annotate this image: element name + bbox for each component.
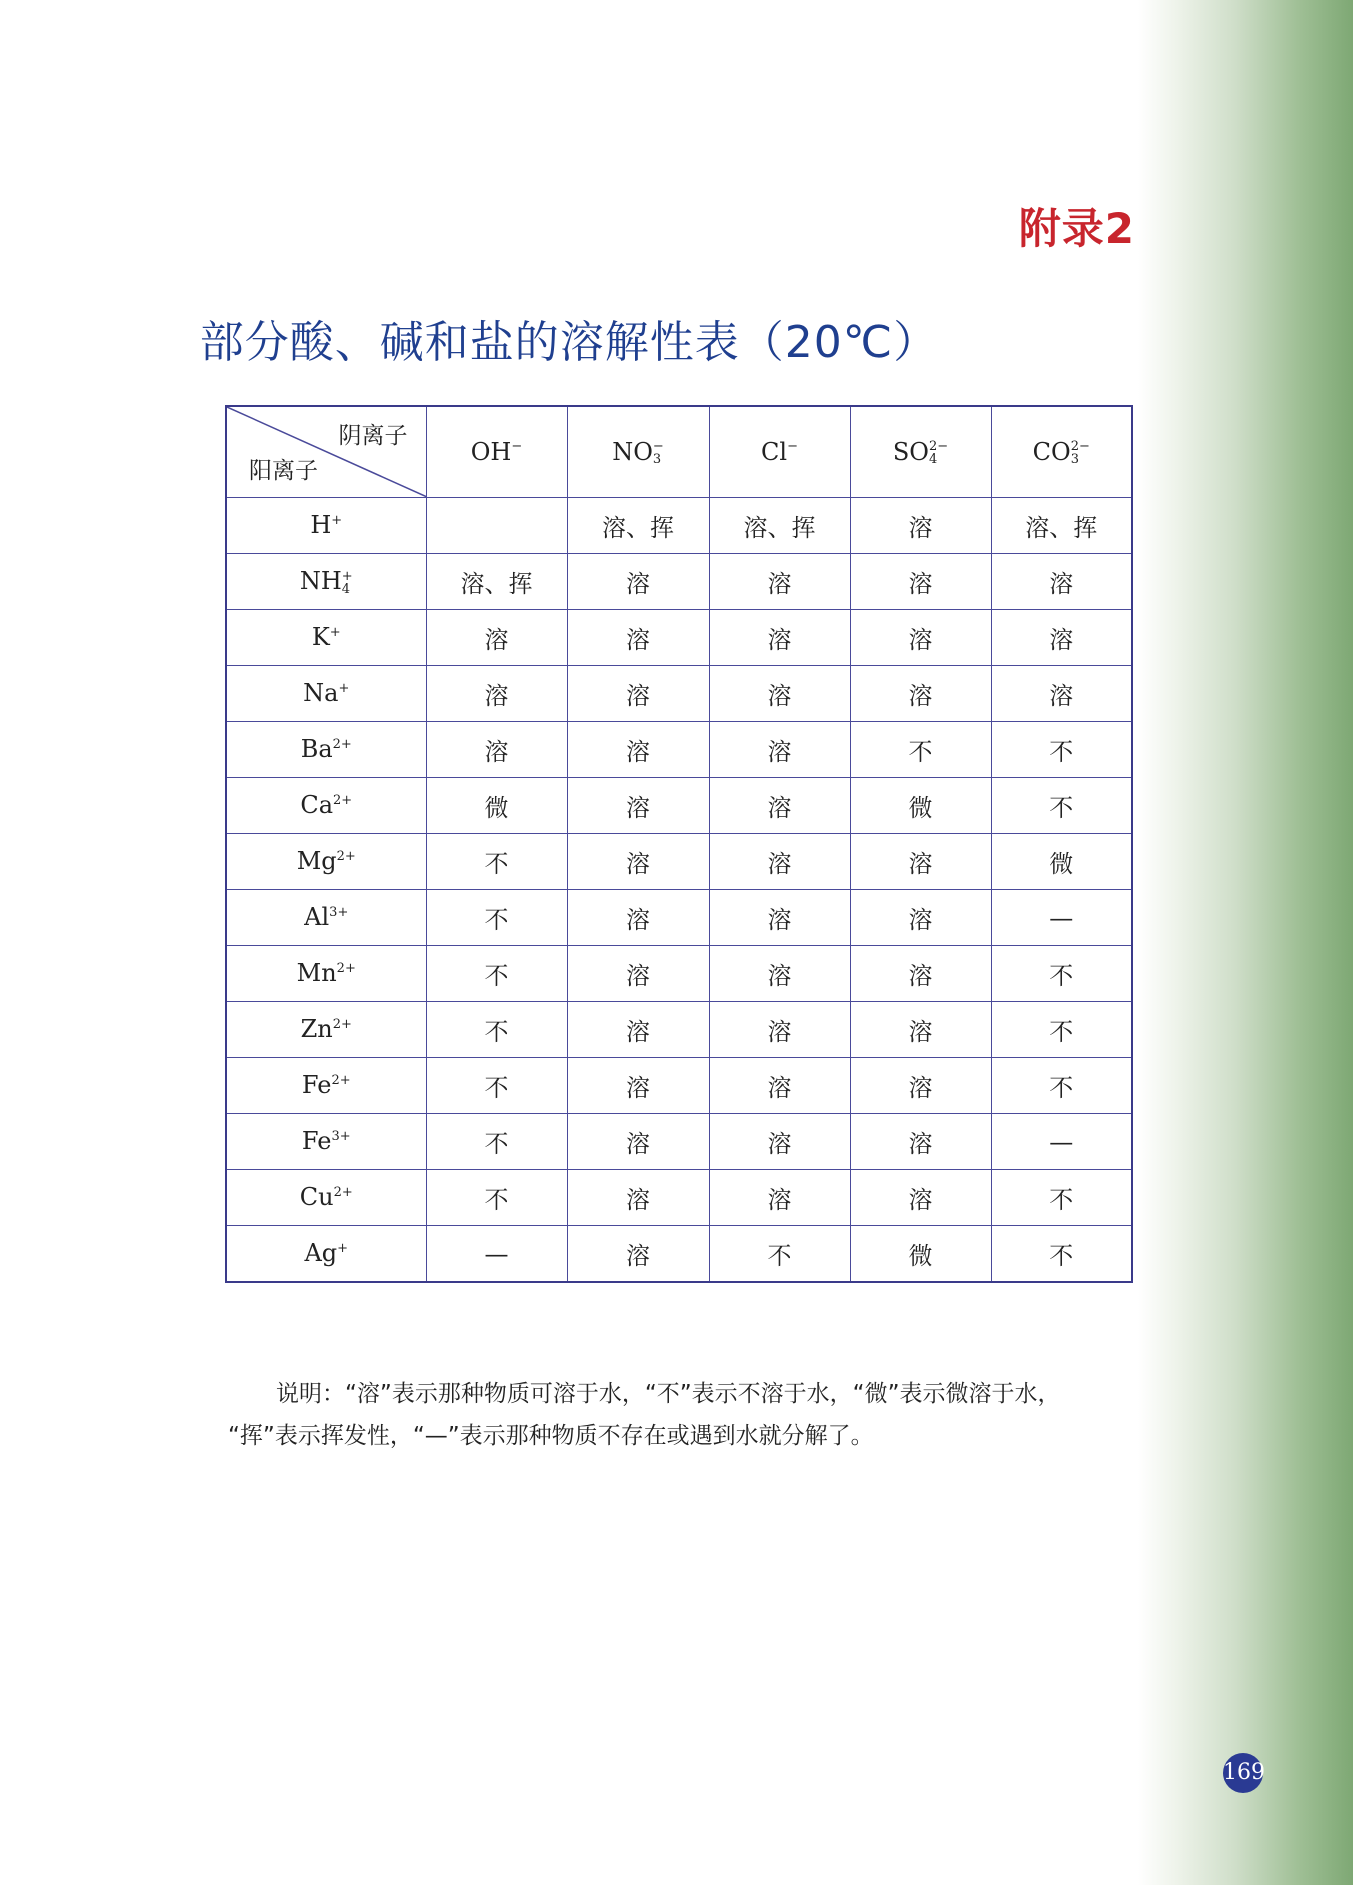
cation-cell xyxy=(226,890,426,946)
ion-symbol: NH xyxy=(299,567,342,596)
ion-subscript xyxy=(787,453,798,466)
solubility-cell: 溶、挥 xyxy=(709,498,850,554)
ion-symbol: Ag xyxy=(304,1239,338,1268)
note-line-2: “挥”表示挥发性，“—”表示那种物质不存在或遇到水就分解了。 xyxy=(228,1423,874,1449)
ion-symbol: K xyxy=(311,623,330,652)
table-row xyxy=(226,1114,1132,1170)
cation-cell xyxy=(226,1114,426,1170)
solubility-cell: 不 xyxy=(991,778,1132,834)
ion-charge: 2+ xyxy=(336,848,356,864)
anion-axis-label: 阴离子 xyxy=(338,423,408,449)
table-row xyxy=(226,1170,1132,1226)
ion-symbol: Mn xyxy=(296,959,337,988)
ion-subscript xyxy=(331,1087,350,1100)
solubility-cell: 溶 xyxy=(850,946,991,1002)
solubility-cell: 溶 xyxy=(567,890,709,946)
solubility-cell: 溶 xyxy=(709,834,850,890)
cation-formula xyxy=(300,567,353,595)
table-row xyxy=(226,1226,1132,1283)
anion-formula xyxy=(761,438,798,466)
solubility-cell: 溶 xyxy=(709,1058,850,1114)
ion-symbol: Al xyxy=(304,903,330,932)
cation-cell xyxy=(226,498,426,554)
ion-subscript xyxy=(338,695,349,708)
solubility-cell: 溶 xyxy=(850,1170,991,1226)
cation-formula xyxy=(302,1071,351,1099)
solubility-cell: 溶 xyxy=(850,554,991,610)
table-row xyxy=(226,554,1132,610)
corner-header-cell xyxy=(226,406,426,498)
cation-cell xyxy=(226,554,426,610)
solubility-cell: 微 xyxy=(426,778,567,834)
ion-charge: + xyxy=(337,1240,349,1256)
cation-formula xyxy=(300,1183,353,1211)
ion-subscript xyxy=(333,807,352,820)
ion-subscript xyxy=(331,1143,350,1156)
ion-subscript xyxy=(329,919,348,932)
cation-formula xyxy=(312,623,341,651)
cation-cell xyxy=(226,610,426,666)
page-number-badge: 169 xyxy=(1223,1753,1263,1793)
solubility-cell: 溶 xyxy=(567,1002,709,1058)
ion-subscript xyxy=(337,1255,348,1268)
solubility-cell: 不 xyxy=(709,1226,850,1283)
ion-symbol: CO xyxy=(1032,437,1071,466)
solubility-cell: 不 xyxy=(426,1170,567,1226)
solubility-cell: 溶 xyxy=(567,778,709,834)
ion-subscript xyxy=(337,863,356,876)
solubility-cell: 溶 xyxy=(709,1002,850,1058)
solubility-cell: 溶 xyxy=(426,722,567,778)
ion-symbol: NO xyxy=(612,437,653,466)
solubility-cell: 溶 xyxy=(709,554,850,610)
solubility-cell: 溶 xyxy=(567,1114,709,1170)
solubility-cell: 溶 xyxy=(709,1170,850,1226)
solubility-cell: 溶 xyxy=(709,946,850,1002)
appendix-label: 附录2 xyxy=(1018,204,1135,253)
solubility-table xyxy=(225,405,1133,1283)
note-line-1: 说明：“溶”表示那种物质可溶于水，“不”表示不溶于水，“微”表示微溶于水， xyxy=(276,1381,1061,1407)
solubility-cell: 微 xyxy=(850,778,991,834)
solubility-cell: 溶 xyxy=(426,666,567,722)
solubility-cell: 溶 xyxy=(567,834,709,890)
solubility-cell: 溶 xyxy=(567,666,709,722)
ion-symbol: Zn xyxy=(300,1015,333,1044)
ion-symbol: SO xyxy=(892,437,929,466)
solubility-cell: 溶 xyxy=(850,610,991,666)
solubility-cell: 溶 xyxy=(850,1002,991,1058)
ion-subscript xyxy=(331,527,342,540)
solubility-cell: 溶 xyxy=(709,890,850,946)
page-title: 部分酸、碱和盐的溶解性表（20℃） xyxy=(199,317,939,368)
ion-symbol: Fe xyxy=(301,1127,332,1156)
anion-formula xyxy=(893,438,948,466)
solubility-cell: 溶 xyxy=(991,554,1132,610)
solubility-cell: 溶 xyxy=(850,1114,991,1170)
solubility-cell: 溶 xyxy=(850,1058,991,1114)
table-row xyxy=(226,1002,1132,1058)
anion-formula xyxy=(1033,438,1090,466)
cation-cell xyxy=(226,666,426,722)
cation-formula xyxy=(303,679,349,707)
ion-charge: + xyxy=(329,624,341,640)
ion-charge: + xyxy=(338,680,350,696)
solubility-cell: 溶 xyxy=(850,666,991,722)
table-row xyxy=(226,946,1132,1002)
cation-cell xyxy=(226,1058,426,1114)
ion-subscript xyxy=(333,751,352,764)
ion-subscript: 4 xyxy=(928,452,938,468)
cation-cell xyxy=(226,722,426,778)
cation-formula xyxy=(302,1127,351,1155)
table-row xyxy=(226,610,1132,666)
solubility-cell: 溶 xyxy=(567,1058,709,1114)
ion-charge: 2+ xyxy=(333,792,353,808)
anion-header-cell xyxy=(567,406,709,498)
ion-symbol: Na xyxy=(303,679,339,708)
ion-charge: + xyxy=(331,512,343,528)
cation-cell xyxy=(226,1002,426,1058)
table-row xyxy=(226,1058,1132,1114)
cation-cell xyxy=(226,1170,426,1226)
solubility-cell: — xyxy=(991,1114,1132,1170)
ion-charge: − xyxy=(652,439,664,455)
solubility-cell: 溶 xyxy=(567,610,709,666)
cation-formula xyxy=(297,847,356,875)
table-row xyxy=(226,722,1132,778)
ion-subscript xyxy=(337,975,356,988)
cation-axis-label: 阳离子 xyxy=(249,458,318,484)
solubility-cell: 溶、挥 xyxy=(567,498,709,554)
solubility-cell: 溶 xyxy=(709,1114,850,1170)
solubility-cell: 溶 xyxy=(850,890,991,946)
ion-subscript xyxy=(333,1031,352,1044)
solubility-cell: 溶 xyxy=(709,610,850,666)
cation-formula xyxy=(300,791,352,819)
ion-subscript xyxy=(511,453,522,466)
solubility-cell: 不 xyxy=(426,1002,567,1058)
cation-cell xyxy=(226,834,426,890)
solubility-cell: 溶 xyxy=(850,834,991,890)
ion-symbol: OH xyxy=(470,437,512,466)
solubility-cell: 溶、挥 xyxy=(991,498,1132,554)
ion-subscript: 4 xyxy=(341,581,351,597)
anion-header-cell xyxy=(709,406,850,498)
anion-header-cell xyxy=(850,406,991,498)
cation-formula xyxy=(301,735,352,763)
cation-formula xyxy=(304,1239,348,1267)
solubility-cell: — xyxy=(991,890,1132,946)
solubility-cell: 不 xyxy=(426,890,567,946)
solubility-cell: 不 xyxy=(426,1114,567,1170)
solubility-cell: 不 xyxy=(426,1058,567,1114)
ion-symbol: H xyxy=(310,511,332,540)
solubility-cell: 溶 xyxy=(567,946,709,1002)
solubility-cell: 溶 xyxy=(850,498,991,554)
table-row xyxy=(226,666,1132,722)
cation-cell xyxy=(226,778,426,834)
ion-symbol: Ca xyxy=(300,791,333,820)
anion-formula xyxy=(612,438,664,466)
solubility-cell: 溶 xyxy=(709,666,850,722)
solubility-cell: 不 xyxy=(991,1170,1132,1226)
solubility-cell: 溶 xyxy=(991,666,1132,722)
ion-charge: 2− xyxy=(1070,439,1090,455)
ion-subscript xyxy=(330,639,341,652)
solubility-cell: 溶 xyxy=(567,1170,709,1226)
ion-symbol: Fe xyxy=(301,1071,332,1100)
solubility-cell xyxy=(426,498,567,554)
table-row xyxy=(226,890,1132,946)
solubility-cell: 不 xyxy=(850,722,991,778)
ion-charge: 3+ xyxy=(329,904,349,920)
cation-formula xyxy=(297,959,356,987)
solubility-cell: 溶 xyxy=(567,554,709,610)
solubility-cell: 溶 xyxy=(991,610,1132,666)
ion-symbol: Cu xyxy=(299,1183,334,1212)
explanation-note xyxy=(228,1373,1138,1457)
cation-cell xyxy=(226,1226,426,1283)
solubility-cell: 溶 xyxy=(709,722,850,778)
ion-subscript xyxy=(334,1199,353,1212)
solubility-cell: 不 xyxy=(991,1226,1132,1283)
ion-charge: − xyxy=(511,439,523,455)
solubility-cell: 溶、挥 xyxy=(426,554,567,610)
table-body xyxy=(226,498,1132,1283)
decorative-side-band xyxy=(1138,0,1353,1885)
ion-symbol: Cl xyxy=(761,437,788,466)
solubility-cell: 溶 xyxy=(567,722,709,778)
solubility-cell: 不 xyxy=(426,946,567,1002)
solubility-cell: 不 xyxy=(426,834,567,890)
header-row xyxy=(226,406,1132,498)
ion-charge: 2+ xyxy=(336,960,356,976)
anion-formula xyxy=(471,438,523,466)
solubility-cell: 不 xyxy=(991,1002,1132,1058)
ion-charge: 2+ xyxy=(332,736,352,752)
solubility-cell: 微 xyxy=(850,1226,991,1283)
table-row xyxy=(226,498,1132,554)
ion-subscript: 3 xyxy=(1070,452,1079,468)
solubility-cell: 溶 xyxy=(567,1226,709,1283)
ion-subscript: 3 xyxy=(652,452,662,468)
table-row xyxy=(226,778,1132,834)
cation-cell xyxy=(226,946,426,1002)
ion-charge: 2− xyxy=(928,439,949,455)
ion-charge: 2+ xyxy=(333,1184,353,1200)
table-row xyxy=(226,834,1132,890)
solubility-cell: 微 xyxy=(991,834,1132,890)
ion-charge: 2+ xyxy=(331,1072,351,1088)
ion-charge: + xyxy=(341,568,353,584)
anion-header-cell xyxy=(991,406,1132,498)
ion-charge: − xyxy=(787,439,798,455)
ion-symbol: Ba xyxy=(300,735,333,764)
ion-charge: 2+ xyxy=(332,1016,352,1032)
solubility-cell: 溶 xyxy=(426,610,567,666)
ion-symbol: Mg xyxy=(296,847,337,876)
solubility-cell: 溶 xyxy=(709,778,850,834)
cation-formula xyxy=(301,1015,352,1043)
cation-formula xyxy=(304,903,348,931)
cation-formula xyxy=(310,511,342,539)
anion-header-cell xyxy=(426,406,567,498)
solubility-cell: 不 xyxy=(991,722,1132,778)
ion-charge: 3+ xyxy=(331,1128,351,1144)
solubility-cell: 不 xyxy=(991,946,1132,1002)
solubility-cell: — xyxy=(426,1226,567,1283)
solubility-cell: 不 xyxy=(991,1058,1132,1114)
